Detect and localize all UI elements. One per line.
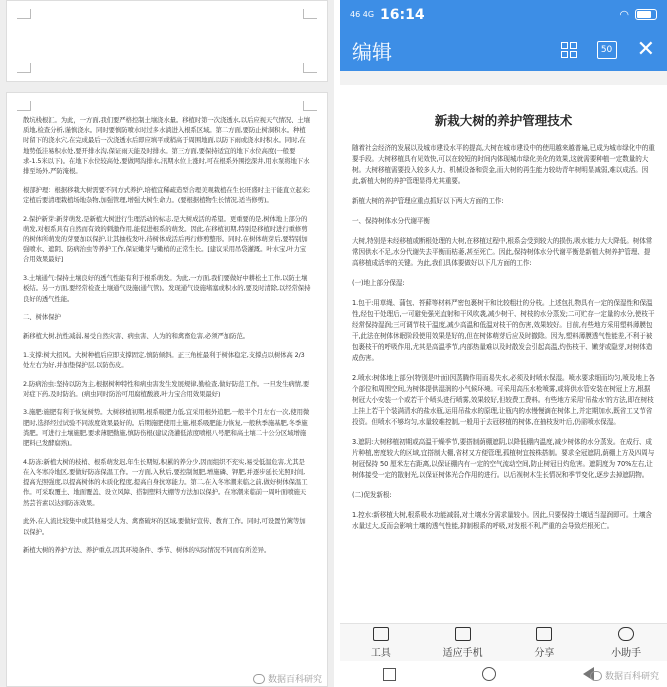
bottom-toolbar <box>340 623 667 661</box>
tools-button[interactable] <box>340 624 422 661</box>
toolbar-label: 适应手机 <box>442 647 483 659</box>
page-corner-mark <box>17 9 31 19</box>
doc-paragraph: 新植大树的养护方法、养护重点,因其环境条件、季节、树体的实际情况不同而有所差异。 <box>23 546 271 555</box>
document-page-2 <box>6 92 328 687</box>
doc-paragraph: 新植大树的养护管理应重点抓好以下两大方面的工作: <box>352 197 504 205</box>
document-page-1 <box>6 0 328 82</box>
wifi-icon: ◠ <box>619 8 629 21</box>
clock: 16:14 <box>380 6 425 23</box>
battery-level <box>637 11 651 18</box>
doc-paragraph: 此外,在人流比较集中或其他易受人为、禽畜破坏的区域,要做好宣传、教育工作。同时,可设置竹篱等加以保护。 <box>23 517 306 536</box>
grid-icon[interactable] <box>561 42 577 58</box>
doc-heading: (一)地上部分保湿: <box>352 279 405 287</box>
doc-paragraph: 新移植大树,抗性减弱,易受自然灾害、病虫害、人为的和禽畜危害,必须严加防范。 <box>23 331 249 340</box>
close-icon[interactable]: ✕ <box>636 37 655 62</box>
doc-paragraph: 随着社会经济的发展以及城市建设水平的提高,大树在城市建设中的使用越来越普遍,已成为城市绿化中的重要手段。大树移植具有见效快,可以在较短的时间内体现城市绿化美化的效果,这就需要种植一定数量的大树。大树移植需要投入较多人力、机械设备和资金,而大树的再生能力较幼青年树明显减弱,难以成活。因此,新植大树的养护管理显得尤其重要。 <box>352 144 655 185</box>
doc-paragraph: 大树,特别是未经移植或断根处理的大树,在移植过程中,根系会受到较大的损伤,吸水能力大大降低。树体常常因供水不足,水分代谢失去平衡而枯萎,甚至死亡。因此,保持树体水分代谢平衡是新植大树养护管理、提高移植成活率的关键。为此,我们具体要做好以下几方面的工作: <box>352 237 653 267</box>
assistant-button[interactable] <box>585 624 667 661</box>
font-size-button[interactable]: 50 <box>597 41 617 59</box>
page-corner-mark <box>17 63 31 73</box>
doc-paragraph: 1.包干:用草绳、蒲包、苔藓等材料严密包裹树干和比较粗壮的分枝。上述包扎物具有一定的保湿性和保温性,经包干处理后,一可避免强光直射和干风吹袭,减少树干、树枝的水分蒸发;二可贮存一定量的水分,使枝干经常保持湿润;三可调节枝干温度,减少高温和低温对枝干的伤害,效果较好。目前,有些地方采用塑料薄膜包干,此法在树体休眠阶段使用效果是好的,但在树体萌芽后应及时撤除。因为,塑料薄膜透气性能差,不利于被包裹枝干的呼吸作用,尤其是高温季节,内部热量难以及时散发会引起高温,灼伤枝干、嫩芽或隐芽,对树体造成伤害。 <box>352 299 655 362</box>
app-bar <box>340 29 667 71</box>
toolbar-label: 分享 <box>534 647 555 659</box>
doc-paragraph: 2.喷水:树体地上部分(特别是叶面)因蒸腾作用而易失水,必须及时喷水保湿。喷水要求细而均匀,喷及地上各个部位和周围空间,为树体提供湿润的小气候环境。可采用高压水枪喷雾,或将供水管安装在树冠上方,根据树冠大小安装一个或若干个喷头进行喷雾,效果较好,但较费工费料。有些地方采用'吊盐水'的方法,即在树枝上挂上若干个装满清水的盐水瓶,运用吊盐水的原理,让瓶内的水慢慢滴在树体上,并定期加水,既省工又节省投资。但喷水不够均匀,水量较难控制,一般用于去冠移植的树体,在抽枝发叶后,仍需喷水保湿。 <box>352 374 655 426</box>
doc-paragraph: 2.防病治虫:坚持以防为主,根据树种特性和病虫害发生发展规律,勤检查,做好防范工作。一旦发生病情,要对症下药,及时防治。(病虫同时防治可用腐植酸液,叶力宝合用效果最好) <box>23 379 310 398</box>
page-corner-mark <box>303 63 317 73</box>
doc-paragraph: 3.遮阴:大树移植初期或高温干燥季节,要搭制荫棚遮阴,以降低棚内温度,减少树体的水分蒸发。在成行、成片种植,密度较大的区域,宜搭制大棚,省材又方便管理,孤植树宜按株搭制。要求全冠遮阴,荫棚上方及四周与树冠保持 50 厘米左右距离,以保证棚内有一定的空气流动空间,防止树冠日灼危害。遮阴度为 70%左右,让树体接受一定的散射光,以保证树体光合作用的进行。以后视树木生长情况和季节变化,逐步去掉遮阴物。 <box>352 438 655 479</box>
page-corner-mark <box>17 101 31 111</box>
doc-heading: 二、树体保护 <box>23 313 61 322</box>
page-corner-mark <box>303 9 317 19</box>
assistant-icon <box>618 627 634 641</box>
watermark-icon <box>590 671 602 681</box>
tools-icon <box>373 627 389 641</box>
share-icon <box>536 627 552 641</box>
doc-paragraph: 4.防冻:新植大树的枝梢、根系萌发迟,年生长期短,积累的养分少,因而组织不充实,易受低温危害,尤其是在入冬寒冷地区,要做好防冻保温工作。一方面,入秋后,要控制氮肥,增施磷、钾肥,并逐步延长光照时间,提高光照强度,以提高树体的木质化程度,提高自身抗寒能力。第二,在入冬寒潮来临之前,做好树体保温工作。可采取覆土、地面覆盖、设立风障、搭制塑料大棚等方法加以保护。在寒潮来临前一周叶面喷施天然芸苔素以达到防冻效果。 <box>23 457 308 507</box>
document-view[interactable] <box>340 71 667 624</box>
doc-paragraph: 1.控水:新移植大树,根系吸水功能减弱,对土壤水分需求量较小。因此,只要保持土壤适当湿润即可。土壤含水量过大,反而会影响土壤的透气性能,抑制根系的呼吸,对发根不利,严重的会导致烂根死亡。 <box>352 511 652 530</box>
fit-phone-button[interactable] <box>422 624 504 661</box>
doc-paragraph: 3.土壤通气:保持土壤良好的透气性能有利于根系萌发。为此,一方面,我们要做好中耕松土工作,以防土壤板结。另一方面,要经常检查土壤通气设施(通气管)。发现通气设施堵塞或积水的,要及时清除,以经常保持良好的透气性能。 <box>23 274 311 303</box>
watermark-text: 数据百科研究 <box>604 672 659 682</box>
watermark-text: 数据百科研究 <box>267 675 322 685</box>
watermark <box>253 672 322 685</box>
phone-fit-icon <box>455 627 471 641</box>
doc-paragraph: 根部护理：根据移栽大树需要不同方式养护,培植宜稀疏造型合理美观栽植在生长旺盛时主干能直立起来;定植后要清理栽植场地杂物,加强管理,增强大树生命力。(要根据植物生长情况,适当修剪)。 <box>23 185 311 204</box>
battery-icon <box>635 9 657 20</box>
doc-paragraph: 3.施肥:施肥有利于恢复树势。大树移植初期,根系吸肥力低,宜采用根外追肥,一般半个月左右一次,使用微肥时,选择经过试验不同浓度效果最好的。后期施肥使用土施,根系吸肥能力恢复,一般秋季施基肥,冬季施粪肥。可进行土壤施肥,要求薄肥勤施,慎防伤根(建议浇灌低浓度喷根八号肥和高土壤二十公分区域增施肥料已发酵腐熟)。 <box>23 408 310 448</box>
toolbar-label: 工具 <box>370 647 391 659</box>
document-title: 新栽大树的养护管理技术 <box>434 113 573 128</box>
phone-document-page <box>340 85 667 624</box>
edit-title-button[interactable]: 编辑 <box>352 39 392 64</box>
doc-heading: 一、保持树体水分代谢平衡 <box>352 217 430 225</box>
home-icon[interactable] <box>482 667 496 681</box>
recent-apps-icon[interactable] <box>383 668 396 681</box>
phone-screen <box>340 0 667 687</box>
doc-paragraph: 1.支撑:树大招风。大树种植后应即支撑固定,慎防倾斜。正三角桩最利于树体稳定,支撑点以树体高 2/3 处左右为好,并加垫保护层,以防伤皮。 <box>23 350 305 369</box>
status-bar <box>340 0 667 29</box>
phone-document-body <box>352 143 655 532</box>
share-button[interactable] <box>504 624 586 661</box>
doc-paragraph: 散坑栈根汇。为此，一方面,我们要严格控制土壤浇水量。移植时第一次浇透水,以后应视天气情况、土壤质地,检查分析,谨慎浇水。同时要慎防喷水时过多水淌进入根系区域。第二方面,要防止树洞积水。种植时留下的浇水穴,在完成最后一次浇透水后即应填平或稍高于周围地面,以防下雨或浇水时积水。同时,在地势低洼易积水处,要开排水沟,保证雨天能及时排水。第三方面,要保持适宜的地下水位高度(一般要求-1.5米以下)。在地下水位较高处,要做网沟排水,汛期水位上涨时,可在根系外围挖深井,用水泵将地下水排至场外,严防淹根。 <box>23 116 310 176</box>
toolbar-label: 小助手 <box>611 647 642 659</box>
signal-indicator: 46 4G <box>350 9 375 19</box>
document-body <box>23 115 311 555</box>
doc-paragraph: 2.保护新芽:新芽萌发,是新植大树进行生理活动的标志,是大树成活的希望。更重要的是,树体地上部分的萌发,对根系具有自然而有效的刺激作用,能促进根系的萌发。因此,在移植初期,特别是移植时进行重修剪的树体所萌发的芽要加以保护,让其抽枝发叶,待树体成活后再行修剪整形。同时,在树体萌芽后,要特别加强喷水、遮阴、防病治虫等养护工作,保证嫩芽与嫩梢的正常生长。[建议采用吊袋灌溉。叶水宝,叶力宝合用效果最好] <box>23 214 308 264</box>
watermark-icon <box>253 674 265 684</box>
watermark <box>590 669 659 682</box>
doc-heading: (二)促发新根: <box>352 491 392 499</box>
page-corner-mark <box>303 101 317 111</box>
